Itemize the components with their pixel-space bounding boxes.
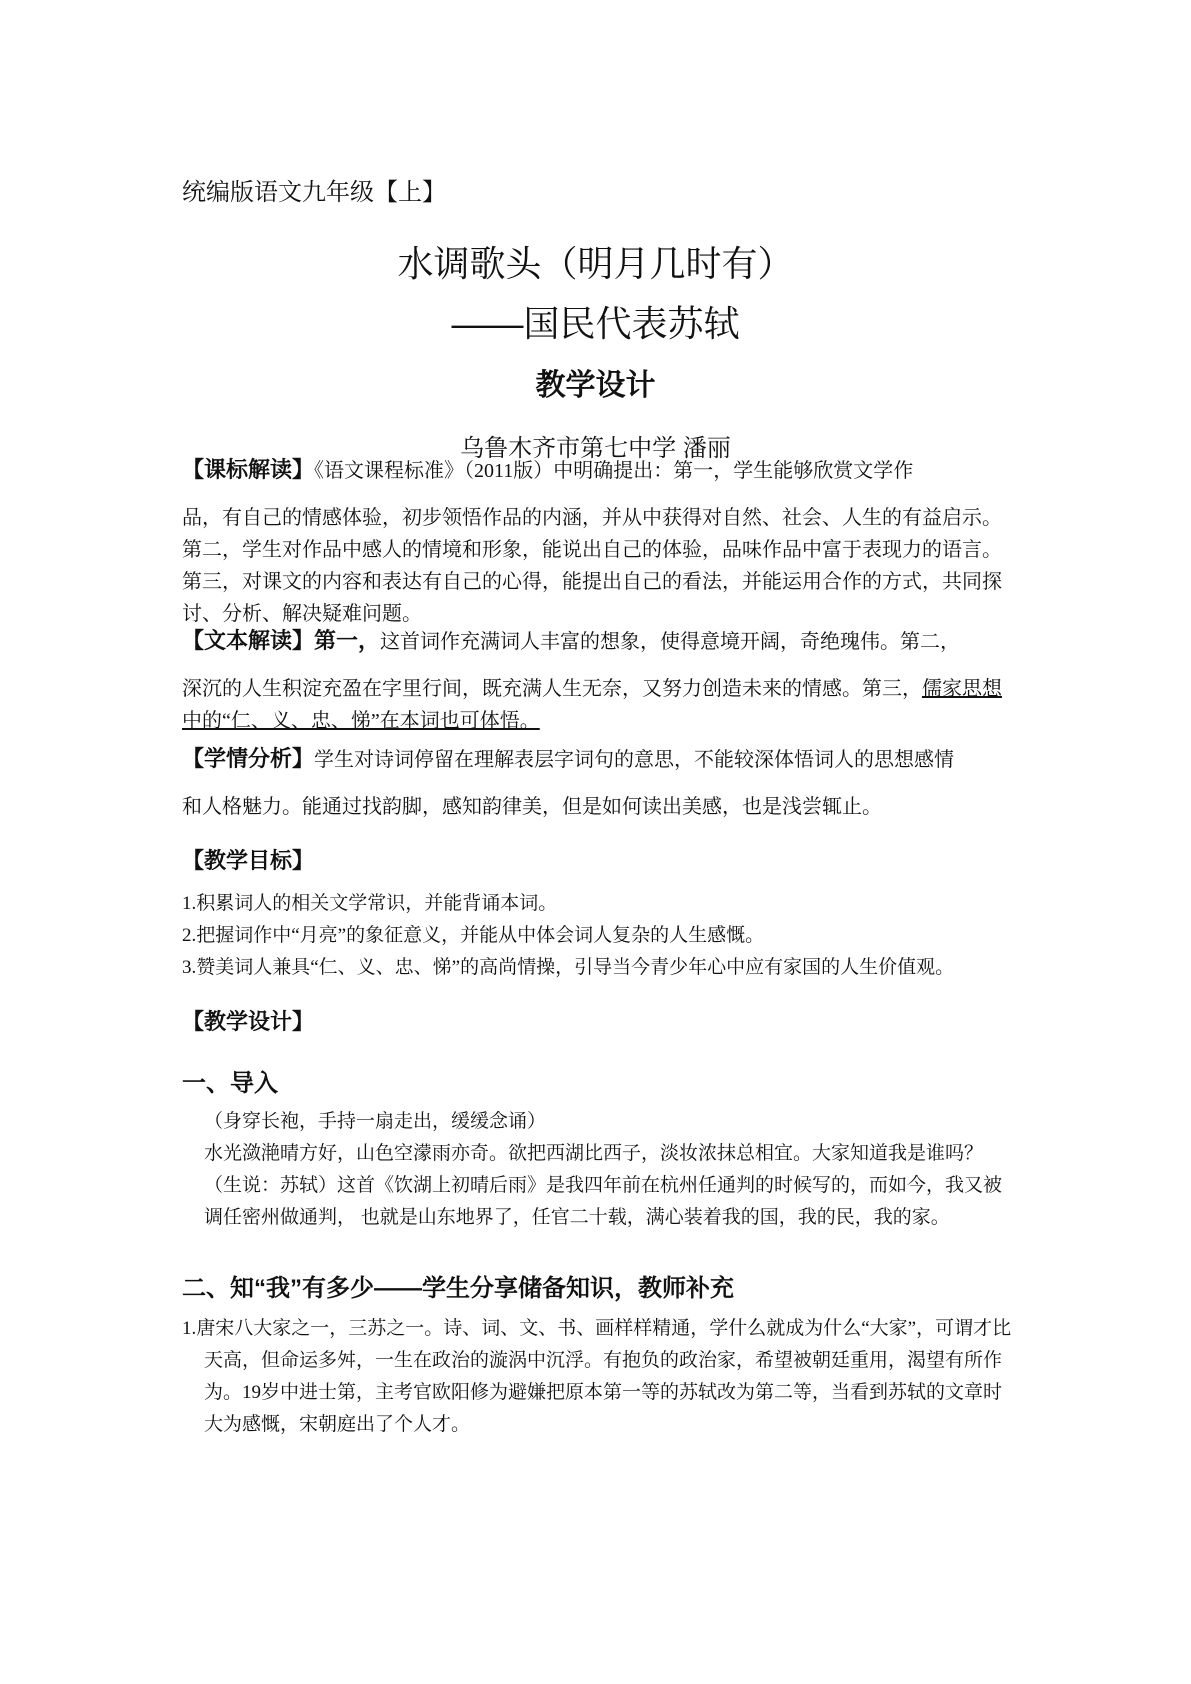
learner-section	[182, 741, 1014, 823]
text-reading-underlined: 儒家思想中的“仁、义、忠、悌”在本词也可体悟。	[182, 678, 1002, 732]
learner-body: 和人格魅力。能通过找韵脚，感知韵律美，但是如何读出美感，也是浅尝辄止。	[182, 796, 882, 818]
title-line-1: 水调歌头（明月几时有）	[397, 243, 794, 284]
objective-item: 3.赞美词人兼具“仁、义、忠、悌”的高尚情操，引导当今青少年心中应有家国的人生价值观。	[182, 957, 955, 978]
section-1-content	[204, 1106, 1014, 1234]
section-1-body: 水光潋滟晴方好，山色空濛雨亦奇。欲把西湖比西子，淡妆浓抹总相宜。大家知道我是谁吗？（生说：苏轼）这首《饮湖上初晴后雨》是我四年前在杭州任通判的时候写的，而如今，我又被调任密州做通判， 也就是山东地界了，任官二十载，满心装着我的国，我的民，我的家。	[204, 1143, 1003, 1228]
objectives-label: 【教学目标】	[182, 848, 315, 873]
objectives-list	[182, 888, 1014, 984]
section-2-item: 1.唐宋八大家之一，三苏之一。诗、词、文、书、画样样精通，学什么就成为什么“大家”，可谓才比天高，但命运多舛，一生在政治的漩涡中沉浮。有抱负的政治家，希望被朝廷重用，渴望有所作为。19岁中进士第，主考官欧阳修为避嫌把原本第一等的苏轼改为第二等，当看到苏轼的文章时大为感慨，宋朝庭出了个人才。	[182, 1318, 1012, 1435]
author-line: 乌鲁木齐市第七中学 潘丽	[460, 435, 731, 462]
section-1-note: （身穿长袍，手持一扇走出，缓缓念诵）	[204, 1111, 547, 1132]
objective-item: 2.把握词作中“月亮”的象征意义，并能从中体会词人复杂的人生感慨。	[182, 925, 765, 946]
text-reading-body: 深沉的人生积淀充盈在字里行间，既充满人生无奈，又努力创造未来的情感。第三，	[182, 678, 922, 700]
section-2-heading: 二、知“我”有多少——学生分享储备知识，教师补充	[182, 1275, 734, 1302]
learner-label: 【学情分析】	[182, 746, 315, 771]
section-2-list	[182, 1313, 1014, 1441]
learner-first-line: 学生对诗词停留在理解表层字词句的意思，不能较深体悟词人的思想感情	[314, 749, 955, 771]
text-reading-label: 【文本解读】	[182, 628, 315, 653]
objective-item: 1.积累词人的相关文学常识，并能背诵本词。	[182, 893, 558, 914]
curriculum-section	[182, 452, 1014, 630]
header-label: 统编版语文九年级【上】	[182, 179, 446, 206]
curriculum-first-line: 《语文课程标准》（2011版）中明确提出：第一，学生能够欣赏文学作	[314, 460, 914, 482]
design-label: 【教学设计】	[182, 1009, 315, 1034]
section-1-heading: 一、导入	[182, 1070, 278, 1097]
text-reading-first-line: 这首词作充满词人丰富的想象，使得意境开阔，奇绝瑰伟。第二，	[380, 631, 961, 653]
title-line-2: ——国民代表苏轼	[451, 303, 740, 344]
curriculum-body: 品，有自己的情感体验，初步领悟作品的内涵，并从中获得对自然、社会、人生的有益启示。第二，学生对作品中感人的情境和形象，能说出自己的体验，品味作品中富于表现力的语言。第三，对课文的内容和表达有自己的心得，能提出自己的看法，并能运用合作的方式，共同探讨、分析、解决疑难问题。	[182, 507, 1002, 625]
text-reading-first-word: 第一，	[314, 628, 381, 653]
text-reading-section	[182, 623, 1014, 737]
title-line-3: 教学设计	[535, 369, 656, 402]
curriculum-label: 【课标解读】	[182, 457, 315, 482]
